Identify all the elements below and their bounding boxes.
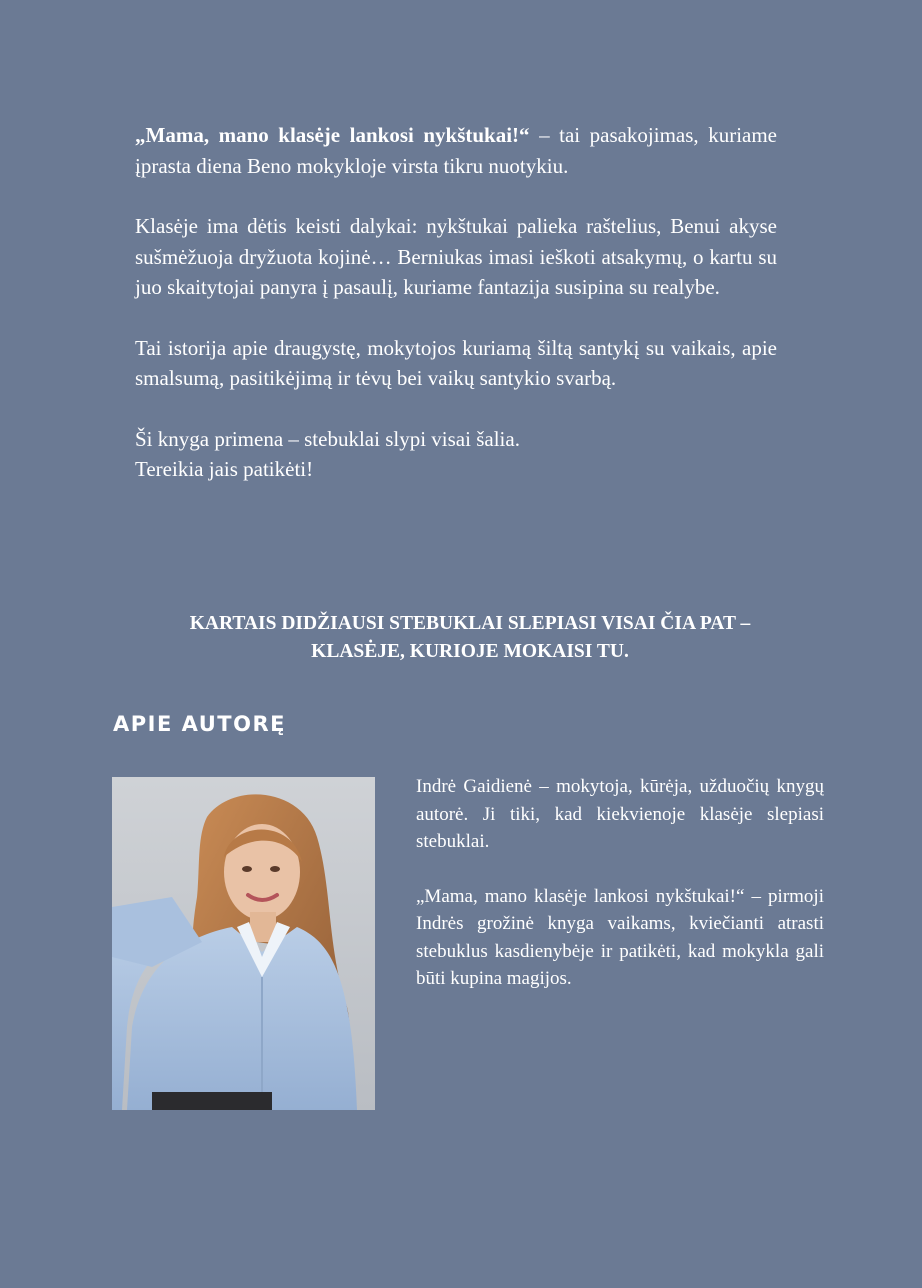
tagline-line-1: KARTAIS DIDŽIAUSI STEBUKLAI SLEPIASI VISAI ČIA PAT – [189, 613, 751, 634]
about-author-heading: APIE AUTORĘ [113, 712, 286, 736]
book-description [135, 120, 777, 515]
book-title: „Mama, mano klasėje lankosi nykštukai!“ [135, 123, 530, 147]
author-bio-paragraph-2: „Mama, mano klasėje lankosi nykštukai!“ – pirmoji Indrės grožinė knyga vaikams, kviečianti atrasti stebuklus kasdienybėje ir patikėti, kad mokykla gali būti kupina magijos. [416, 885, 824, 989]
author-bio [416, 773, 824, 1020]
description-paragraph-2: Klasėje ima dėtis keisti dalykai: nykštukai palieka raštelius, Benui akyse sušmėžuoja dryžuota kojinė… Berniukas imasi ieškoti atsakymų, o kartu su juo skaitytojai panyra į pasaulį, kuriame fantazija susipina su realybe. [135, 214, 777, 299]
author-bio-paragraph-1: Indrė Gaidienė – mokytoja, kūrėja, užduočių knygų autorė. Ji tiki, kad kiekvienoje klasėje slepiasi stebuklai. [416, 776, 824, 852]
description-paragraph-3: Tai istorija apie draugystę, mokytojos kuriamą šiltą santykį su vaikais, apie smalsumą, pasitikėjimą ir tėvų bei vaikų santykio svarbą. [135, 335, 777, 390]
tagline-line-2: KLASĖJE, KURIOJE MOKAISI TU. [311, 641, 629, 662]
author-photo [112, 777, 375, 1110]
description-intro: – tai pasakojimas, kuriame įprasta diena Beno mokykloje virsta tikru nuotykiu. [135, 123, 778, 178]
closing-line-2: Tereikia jais patikėti! [135, 457, 314, 481]
tagline [120, 610, 820, 666]
description-paragraph-4 [135, 424, 777, 485]
closing-line-1: Ši knyga primena – stebuklai slypi visai šalia. [135, 426, 520, 451]
description-paragraph-1 [135, 120, 777, 181]
